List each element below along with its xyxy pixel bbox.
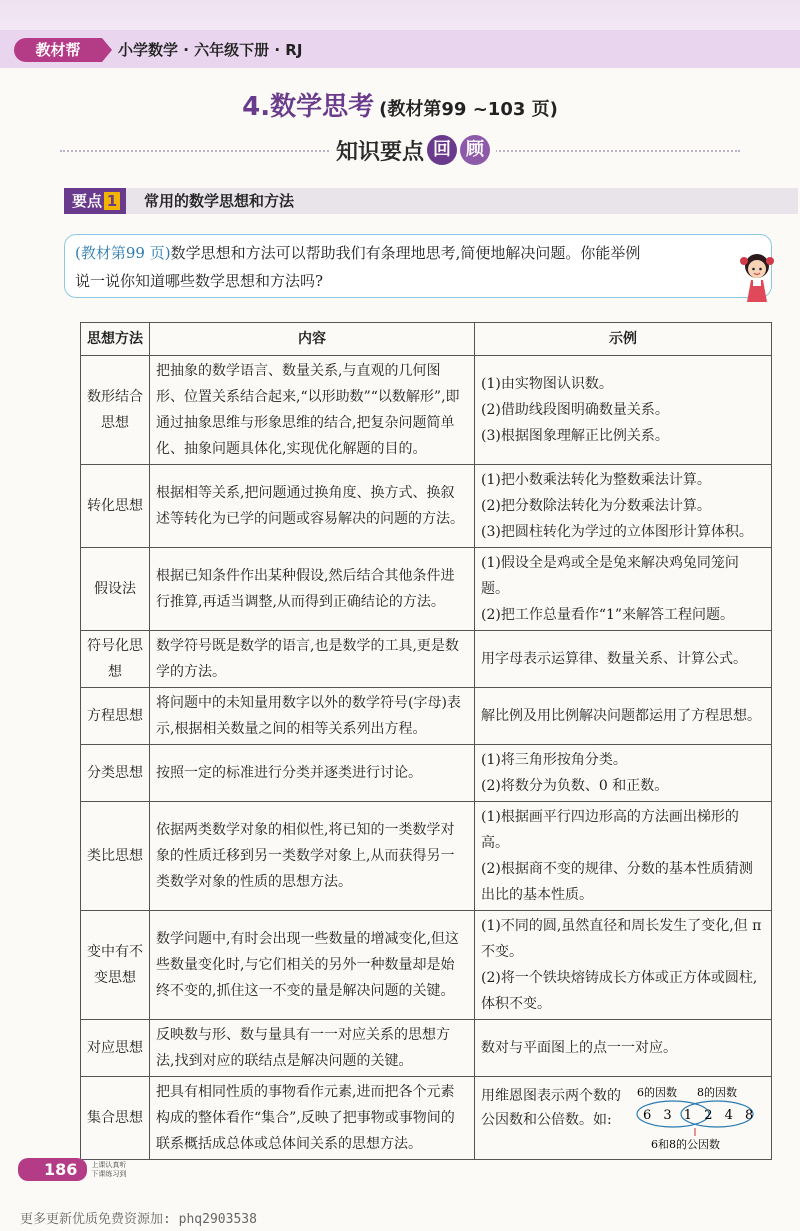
method-content: 数学问题中,有时会出现一些数量的增减变化,但这些数量变化时,与它们相关的另外一种数量却是始终不变的,抓住这一不变的量是解决问题的关键。	[150, 911, 475, 1020]
method-name: 转化思想	[81, 465, 150, 548]
table-row	[81, 911, 772, 1020]
method-content: 根据已知条件作出某种假设,然后结合其他条件进行推算,再适当调整,从而得到正确结论的方法。	[150, 548, 475, 631]
table-row	[81, 356, 772, 465]
watermark: 更多更新优质免费资源加: phq2903538	[20, 1212, 257, 1227]
book-title: 小学数学 · 六年级下册 · RJ	[118, 41, 303, 59]
method-name: 变中有不变思想	[81, 911, 150, 1020]
method-name: 分类思想	[81, 745, 150, 802]
method-example: 解比例及用比例解决问题都运用了方程思想。	[475, 688, 772, 745]
method-example: (1)将三角形按角分类。 (2)将数分为负数、0 和正数。	[475, 745, 772, 802]
method-example: (1)假设全是鸡或全是兔来解决鸡兔同笼问题。 (2)把工作总量看作“1”来解答工程问题。	[475, 548, 772, 631]
method-example-venn	[475, 1077, 772, 1160]
method-content: 依据两类数学对象的相似性,将已知的一类数学对象的性质迁移到另一类数学对象上,从而获得另一类数学对象的性质的思想方法。	[150, 802, 475, 911]
header-content: 内容	[150, 323, 475, 356]
method-example: (1)根据画平行四边形高的方法画出梯形的高。 (2)根据商不变的规律、分数的基本性质猜测出比的基本性质。	[475, 802, 772, 911]
section-heading: 4.数学思考	[242, 92, 375, 122]
section-pages: (教材第99 ~103 页)	[379, 99, 558, 120]
method-example: (1)由实物图认识数。 (2)借助线段图明确数量关系。 (3)根据图象理解正比例关系。	[475, 356, 772, 465]
slogan-line-2: 下课练习到	[91, 1169, 127, 1178]
brand-badge: 教材帮	[14, 38, 102, 62]
method-content: 根据相等关系,把问题通过换角度、换方式、换叙述等转化为已学的问题或容易解决的问题的方法。	[150, 465, 475, 548]
venn-right-label: 8的因数	[697, 1086, 737, 1099]
venn-numbers: 6 3 1 2 4 8	[643, 1108, 758, 1123]
method-example: (1)不同的圆,虽然直径和周长发生了变化,但 π 不变。 (2)将一个铁块熔铸成长方体或正方体或圆柱,体积不变。	[475, 911, 772, 1020]
venn-diagram-icon	[631, 1084, 761, 1152]
footer	[18, 1158, 126, 1181]
method-content: 反映数与形、数与量具有一一对应关系的思想方法,找到对应的联结点是解决问题的关键。	[150, 1020, 475, 1077]
question-box	[64, 234, 772, 298]
review-label: 知识要点	[336, 139, 425, 165]
review-banner	[330, 130, 496, 170]
method-example: (1)把小数乘法转化为整数乘法计算。 (2)把分数除法转化为分数乘法计算。 (3)把圆柱转化为学过的立体图形计算体积。	[475, 465, 772, 548]
method-name: 符号化思想	[81, 631, 150, 688]
method-name: 集合思想	[81, 1077, 150, 1160]
method-content: 把抽象的数学语言、数量关系,与直观的几何图形、位置关系结合起来,“以形助数”“以数解形”,即通过抽象思维与形象思维的结合,把复杂问题简单化、抽象问题具体化,实现优化解题的目的。	[150, 356, 475, 465]
method-content: 按照一定的标准进行分类并逐类进行讨论。	[150, 745, 475, 802]
page-number: 186	[18, 1158, 87, 1181]
method-example: 数对与平面图上的点一一对应。	[475, 1020, 772, 1077]
header-example: 示例	[475, 323, 772, 356]
brand-tip	[102, 38, 112, 62]
method-content: 将问题中的未知量用数字以外的数学符号(字母)表示,根据相关数量之间的相等关系列出方程。	[150, 688, 475, 745]
method-example: 用字母表示运算律、数量关系、计算公式。	[475, 631, 772, 688]
question-text-1: 数学思想和方法可以帮助我们有条理地思考,简便地解决问题。你能举例	[170, 244, 641, 262]
review-circle-2: 顾	[460, 135, 490, 165]
table-row	[81, 802, 772, 911]
keypoint-tag-label: 要点	[72, 192, 103, 210]
question-ref: (教材第99 页)	[75, 244, 171, 262]
table-row	[81, 1020, 772, 1077]
method-name: 假设法	[81, 548, 150, 631]
method-name: 数形结合思想	[81, 356, 150, 465]
method-name: 方程思想	[81, 688, 150, 745]
keypoint-tag	[64, 188, 126, 214]
methods-table	[80, 322, 772, 1160]
slogan-line-1: 上课认真听	[91, 1160, 127, 1169]
table-row	[81, 631, 772, 688]
section-title	[0, 86, 800, 123]
review-circle-1: 回	[427, 135, 457, 165]
method-name: 对应思想	[81, 1020, 150, 1077]
question-text-2: 说一说你知道哪些数学思想和方法吗?	[75, 272, 324, 290]
girl-illustration-icon	[734, 250, 780, 306]
venn-description: 用维恩图表示两个数的公因数和公倍数。如:	[481, 1088, 621, 1128]
footer-slogan	[91, 1161, 126, 1179]
table-row	[81, 465, 772, 548]
keypoint-title: 常用的数学思想和方法	[144, 192, 295, 210]
table-header-row	[81, 323, 772, 356]
table-row	[81, 1077, 772, 1160]
table-row	[81, 548, 772, 631]
method-content: 数学符号既是数学的语言,也是数学的工具,更是数学的方法。	[150, 631, 475, 688]
keypoint-number: 1	[104, 192, 120, 210]
method-name: 类比思想	[81, 802, 150, 911]
table-row	[81, 745, 772, 802]
venn-left-label: 6的因数	[637, 1086, 677, 1099]
table-row	[81, 688, 772, 745]
venn-bottom-label: 6和8的公因数	[651, 1138, 720, 1151]
header-method: 思想方法	[81, 323, 150, 356]
method-content: 把具有相同性质的事物看作元素,进而把各个元素构成的整体看作“集合”,反映了把事物或事物间的联系概括成总体或总体间关系的思想方法。	[150, 1077, 475, 1160]
